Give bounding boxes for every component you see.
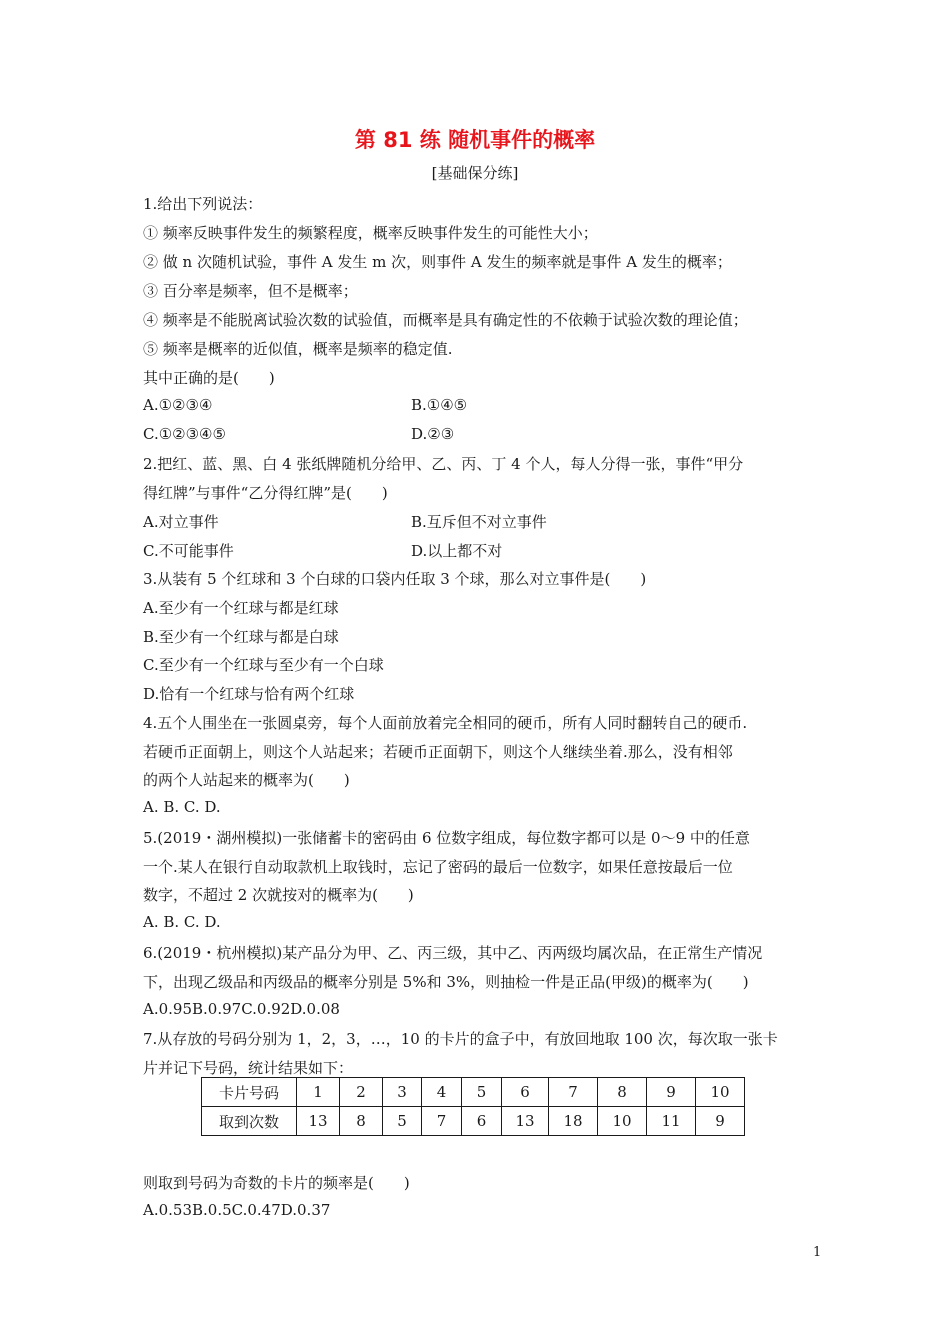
table-cell: 7 [422,1107,462,1136]
q2-option-c: C.不可能事件 [143,542,234,560]
q7-options: A.0.53B.0.5C.0.47D.0.37 [143,1201,331,1219]
q6-options: A.0.95B.0.97C.0.92D.0.08 [143,1000,340,1018]
q1-question: 其中正确的是( ) [143,369,275,387]
q1-statement-1: ① 频率反映事件发生的频繁程度，概率反映事件发生的可能性大小； [143,224,598,242]
q5-line-1: 5.(2019・湖州模拟)一张储蓄卡的密码由 6 位数字组成，每位数字都可以是 0～9 中的任意 [143,829,750,847]
q1-option-b: B.①④⑤ [411,396,468,414]
q3-line-1: 3.从装有 5 个红球和 3 个白球的口袋内任取 3 个球，那么对立事件是( ) [143,570,647,588]
q1-option-c: C.①②③④⑤ [143,425,226,443]
q5-options: A. B. C. D. [143,913,221,931]
table-cell: 13 [297,1107,340,1136]
table-cell: 8 [340,1107,383,1136]
table-cell: 3 [383,1078,422,1107]
table-cell: 1 [297,1078,340,1107]
table-row [202,1078,745,1107]
table-cell: 6 [502,1078,549,1107]
table-cell: 6 [462,1107,502,1136]
table-cell: 13 [502,1107,549,1136]
table-cell: 8 [598,1078,647,1107]
q1-statement-4: ④ 频率是不能脱离试验次数的试验值，而概率是具有确定性的不依赖于试验次数的理论值； [143,311,748,329]
row-header-times-drawn: 取到次数 [202,1107,297,1136]
q7-question: 则取到号码为奇数的卡片的频率是( ) [143,1174,410,1192]
q2-line-1: 2.把红、蓝、黑、白 4 张纸牌随机分给甲、乙、丙、丁 4 个人，每人分得一张，事件“甲分 [143,455,744,473]
q3-option-a: A.至少有一个红球与都是红球 [143,599,339,617]
page-number: 1 [813,1245,822,1260]
q1-statement-2: ② 做 n 次随机试验，事件 A 发生 m 次，则事件 A 发生的频率就是事件 A 发生的概率； [143,253,732,271]
table-cell: 10 [598,1107,647,1136]
table-cell: 9 [696,1107,745,1136]
q2-option-b: B.互斥但不对立事件 [411,513,547,531]
q5-line-3: 数字，不超过 2 次就按对的概率为( ) [143,886,414,904]
table-cell: 5 [462,1078,502,1107]
q1-option-d: D.②③ [411,425,455,443]
section-subtitle: [基础保分练] [431,164,519,182]
q1-statement-3: ③ 百分率是频率，但不是概率； [143,282,358,300]
q6-line-2: 下，出现乙级品和丙级品的概率分别是 5%和 3%，则抽检一件是正品(甲级)的概率为( ) [143,973,749,991]
q3-option-d: D.恰有一个红球与恰有两个红球 [143,685,355,703]
q7-line-2: 片并记下号码，统计结果如下： [143,1059,354,1077]
table-cell: 2 [340,1078,383,1107]
table-cell: 5 [383,1107,422,1136]
table-cell: 10 [696,1078,745,1107]
q3-option-b: B.至少有一个红球与都是白球 [143,628,339,646]
q4-options: A. B. C. D. [143,798,221,816]
table-row [202,1107,745,1136]
table-cell: 9 [647,1078,696,1107]
q7-line-1: 7.从存放的号码分别为 1，2，3，…，10 的卡片的盒子中，有放回地取 100 次，每次取一张卡 [143,1030,778,1048]
q2-option-a: A.对立事件 [143,513,219,531]
q2-line-2: 得红牌”与事件“乙分得红牌”是( ) [143,484,388,502]
q2-option-d: D.以上都不对 [411,542,503,560]
q4-line-3: 的两个人站起来的概率为( ) [143,771,350,789]
q3-option-c: C.至少有一个红球与至少有一个白球 [143,656,384,674]
table-cell: 7 [549,1078,598,1107]
q4-line-1: 4.五个人围坐在一张圆桌旁，每个人面前放着完全相同的硬币，所有人同时翻转自己的硬币. [143,714,748,732]
row-header-card-number: 卡片号码 [202,1078,297,1107]
table-cell: 18 [549,1107,598,1136]
q1-statement-5: ⑤ 频率是概率的近似值，概率是频率的稳定值. [143,340,453,358]
table-cell: 11 [647,1107,696,1136]
table-cell: 4 [422,1078,462,1107]
q6-line-1: 6.(2019・杭州模拟)某产品分为甲、乙、丙三级，其中乙、丙两级均属次品，在正常生产情况 [143,944,763,962]
card-statistics-table [201,1077,745,1136]
q1-stem: 1.给出下列说法： [143,195,263,213]
q1-option-a: A.①②③④ [143,396,213,414]
q5-line-2: 一个.某人在银行自动取款机上取钱时，忘记了密码的最后一位数字，如果任意按最后一位 [143,858,733,876]
q4-line-2: 若硬币正面朝上，则这个人站起来；若硬币正面朝下，则这个人继续坐着.那么，没有相邻 [143,743,733,761]
page-title: 第 81 练 随机事件的概率 [354,128,596,152]
